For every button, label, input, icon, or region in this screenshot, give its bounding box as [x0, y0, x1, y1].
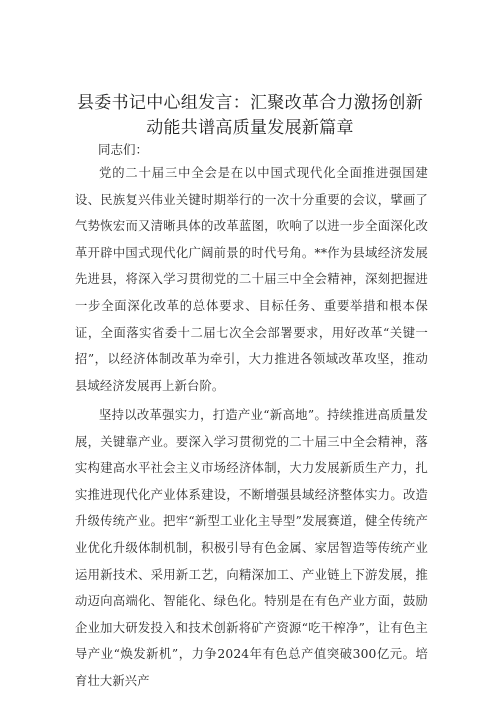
paragraph-intro: 党的二十届三中全会是在以中国式现代化全面推进强国建设、民族复兴伟业关键时期举行的一次十分重要的会议，擘画了气势恢宏而又清晰具体的改革蓝图，吹响了以进一步全面深化改革开辟中国式现代化广阔前景的时代号角。**作为县域经济发展先进县，将深入学习贯彻党的二十届三中全会精神，深刻把握进一步全面深化改革的总体要求、目标任务、重要举措和根本保证，全面落实省委十二届七次全会部署要求，用好改革“关键一招”，以经济体制改革为牵引，大力推进各领域改革攻坚，推动县域经济发展再上新台阶。 — [75, 166, 428, 393]
document-title-line-2: 动能共谱高质量发展新篇章 — [146, 118, 354, 138]
paragraph-reform-industry: 坚持以改革强实力，打造产业“新高地”。持续推进高质量发展，关键靠产业。要深入学习贯彻党的二十届三中全会精神，落实构建高水平社会主义市场经济体制，大力发展新质生产力，扎实推进现代化产业体系建设，不断增强县域经济整体实力。改造升级传统产业。把牢“新型工业化主导型”发展赛道，健全传统产业优化升级体制机制，积极引导有色金属、家居智造等传统产业运用新技术、采用新工艺，向精深加工、产业链上下游发展，推动迈向高端化、智能化、绿色化。特别是在有色产业方面，鼓励企业加大研发投入和技术创新将矿产资源“吃干榨净”，让有色主导产业“焕发新机”，力争2024年有色总产值突破300亿元。培育壮大新兴产 — [75, 408, 428, 688]
greeting: 同志们： — [98, 142, 149, 157]
document-title-line-1: 县委书记中心组发言：汇聚改革合力激扬创新 — [77, 93, 423, 113]
